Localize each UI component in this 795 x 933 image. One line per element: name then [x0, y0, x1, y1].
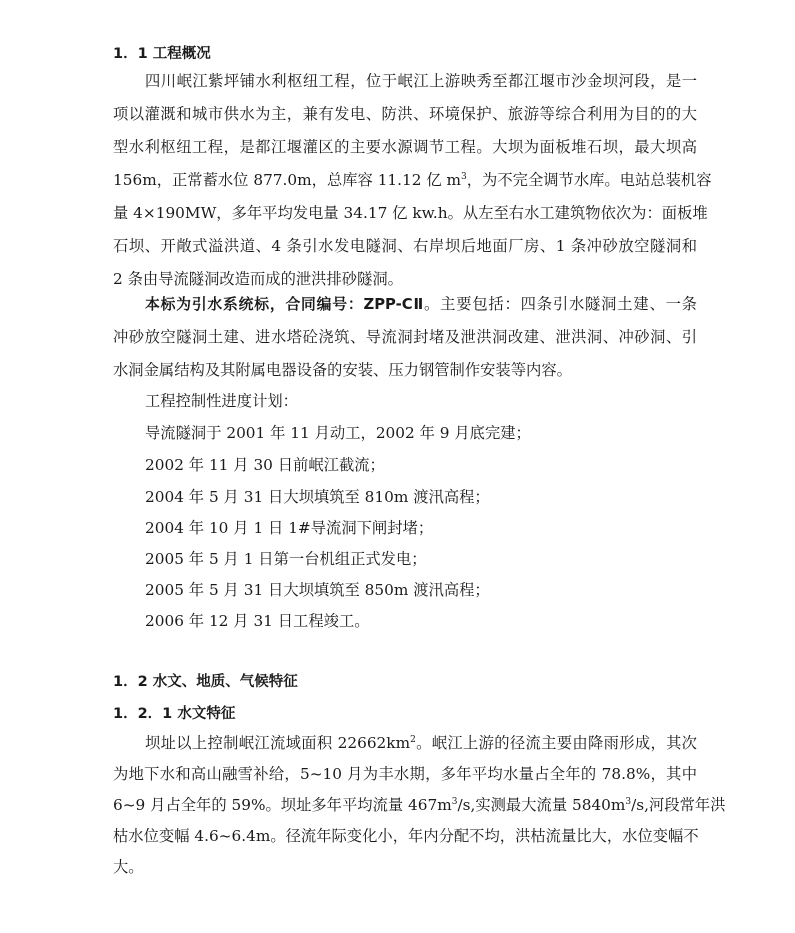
paragraph-line: 枯水位变幅 4.6~6.4m。径流年际变化小，年内分配不均，洪枯流量比大，水位变幅不 — [113, 827, 699, 845]
text-run: 156m，正常蓄水位 877.0m，总库容 11.12 亿 m — [113, 171, 462, 189]
schedule-item: 2004 年 10 月 1 日 1#导流洞下闸封堵； — [145, 519, 434, 537]
superscript: 3 — [625, 797, 632, 807]
paragraph-line — [113, 795, 726, 815]
schedule-item: 2002 年 11 月 30 日前岷江截流； — [145, 456, 385, 474]
text-run: /s,河段常年洪 — [631, 796, 726, 814]
text-run: 。岷江上游的径流主要由降雨形成，其次 — [415, 734, 697, 752]
text-run: 坝址以上控制岷江流域面积 22662km — [145, 734, 411, 752]
section-heading-1-2: 1．2 水文、地质、气候特征 — [113, 674, 298, 690]
superscript: 3 — [451, 797, 458, 807]
superscript: 3 — [461, 172, 467, 182]
paragraph-line — [113, 170, 712, 190]
paragraph-line: 型水利枢纽工程，是都江堰灌区的主要水源调节工程。大坝为面板堆石坝，最大坝高 — [113, 138, 697, 156]
text-run: /s,实测最大流量 5840m — [457, 796, 626, 814]
superscript: 2 — [410, 735, 416, 745]
paragraph-line: 项以灌溉和城市供水为主，兼有发电、防洪、环境保护、旅游等综合利用为目的的大 — [113, 105, 697, 123]
text-run: 6~9 月占全年的 59%。坝址多年平均流量 467m — [113, 796, 452, 814]
schedule-item: 2006 年 12 月 31 日工程竣工。 — [145, 612, 370, 630]
paragraph-line: 冲砂放空隧洞土建、进水塔砼浇筑、导流洞封堵及泄洪洞改建、泄洪洞、冲砂洞、引 — [113, 328, 697, 346]
paragraph-line — [145, 294, 697, 315]
schedule-item: 2005 年 5 月 1 日第一台机组正式发电； — [145, 550, 427, 568]
contract-number-bold: 本标为引水系统标，合同编号：ZPP-CⅡ — [145, 296, 424, 313]
text-run: 。主要包括：四条引水隧洞土建、一条 — [424, 295, 697, 313]
paragraph-line: 大。 — [113, 858, 144, 876]
schedule-title: 工程控制性进度计划： — [145, 392, 298, 410]
paragraph-line — [145, 733, 697, 753]
text-run: ，为不完全调节水库。电站总装机容 — [466, 171, 712, 189]
schedule-item: 2004 年 5 月 31 日大坝填筑至 810m 渡汛高程； — [145, 488, 490, 506]
section-heading-1-2-1: 1．2．1 水文特征 — [113, 706, 236, 722]
paragraph-line: 水洞金属结构及其附属电器设备的安装、压力钢管制作安装等内容。 — [113, 361, 572, 379]
section-heading-1-1: 1．1 工程概况 — [113, 46, 211, 62]
paragraph-line: 量 4×190MW，多年平均发电量 34.17 亿 kw.h。从左至右水工建筑物依次为：面板堆 — [113, 204, 708, 222]
schedule-item: 2005 年 5 月 31 日大坝填筑至 850m 渡汛高程； — [145, 581, 490, 599]
paragraph-line: 石坝、开敞式溢洪道、4 条引水发电隧洞、右岸坝后地面厂房、1 条冲砂放空隧洞和 — [113, 237, 697, 255]
schedule-item: 导流隧洞于 2001 年 11 月动工，2002 年 9 月底完建； — [145, 424, 531, 442]
paragraph-line: 四川岷江紫坪铺水利枢纽工程，位于岷江上游映秀至都江堰市沙金坝河段，是一 — [145, 72, 697, 90]
paragraph-line: 为地下水和高山融雪补给，5~10 月为丰水期，多年平均水量占全年的 78.8%，其中 — [113, 765, 697, 783]
paragraph-line: 2 条由导流隧洞改造而成的泄洪排砂隧洞。 — [113, 270, 403, 288]
